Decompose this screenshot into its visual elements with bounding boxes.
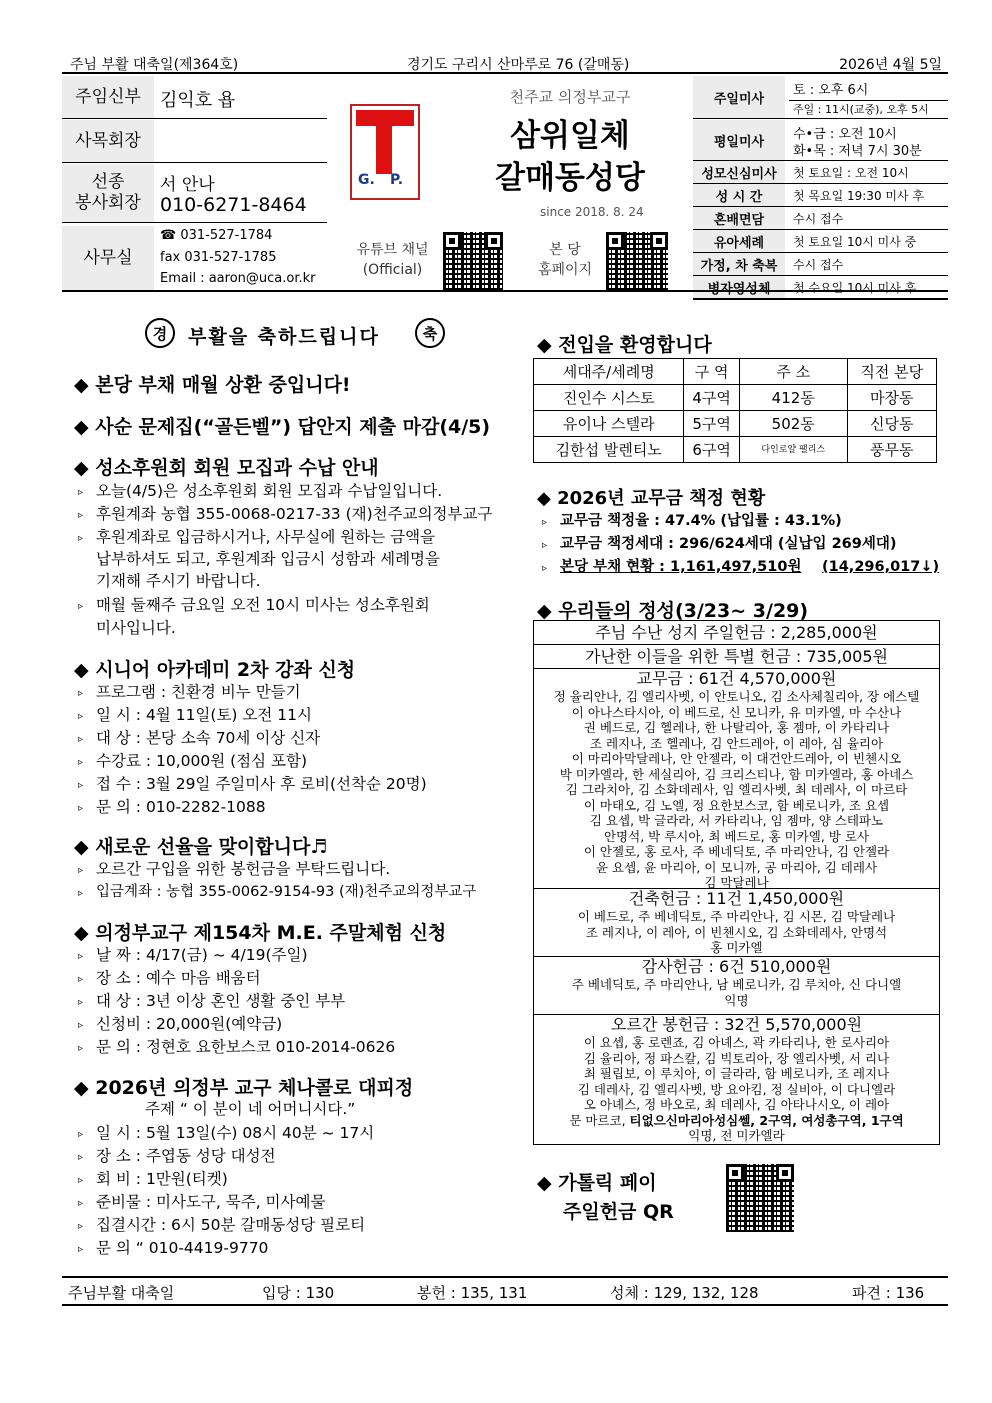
divider [62, 72, 948, 74]
retreat-line: ▹ 문 의 “ 010-4419-9770 [78, 1239, 269, 1257]
vocation-line: ▹ 후원계좌로 입금하시거나, 사무실에 원하는 금액을 [78, 528, 436, 546]
parish-name-1: 삼위일체 [510, 118, 630, 154]
offering-thanks: 감사헌금 : 6건 510,000원 주 베네딕토, 주 마리안나, 남 베로니카, 김 루치아, 신 다니엘 익명 [533, 957, 940, 1015]
offering-dues: 교무금 : 61건 4,570,000원 정 율리안나, 김 엘리사벳, 이 안토니오, 김 소사체칠리아, 장 에스텔 이 아나스타시아, 이 베드로, 신 모니카, 유 미카엘, 마 수산나 권 베드로, 김 헬레나, 한 나탈리아, 홍 젬마, 이 카타리나 조 레지나, 조 헬레나, 김 안드레아, 이 레아, 심 율리아 이 마리아막달레나, 안 안젤라, 이 대건안드레아, 이 빈첸시오 박 미카엘라, 한 세실리아, 김 크리스티나, 함 미카엘라, 홍 아네스 김 그라치아, 김 소화데레사, 임 엘리사벳, 최 데레사, 이 마르타 이 마태오, 김 노엘, 정 요한보스코, 함 베로니카, 조 요셉 김 요셉, 박 글라라, 서 카타리나, 임 젬마, 양 스테파노 안명석, 박 루시아, 최 베드로, 홍 미카엘, 방 로사 이 안젤로, 홍 로사, 주 베네딕토, 주 마리안나, 김 안젤라 윤 요셉, 윤 마리아, 이 모니까, 공 마리아, 김 데레사 김 막달레나 [533, 669, 940, 889]
office-tel: ☎ 031-527-1784 [160, 228, 273, 243]
council-label: 사목회장 [62, 120, 154, 162]
offering-organ: 오르간 봉헌금 : 32건 5,570,000원 이 요셉, 홍 로렌죠, 김 아녜스, 곽 카타리나, 한 로사리아 김 율리아, 정 파스칼, 김 빅토리아, 장 엘리사벳, 서 리나 최 필립보, 이 루치아, 이 글라라, 함 베로니카, 조 레지나 김 데레사, 김 엘리사벳, 방 요아킴, 정 실비아, 이 다니엘라 오 아녜스, 정 바오로, 최 데레사, 김 아타나시오, 이 레아 문 마르코, 티없으신마리아성심쎌, 2구역, 여성총구역, 1구역 익명, 전 미카엘라 [533, 1015, 940, 1145]
council-row [62, 120, 327, 163]
footer-recessional: 파견 : 136 [852, 1284, 925, 1302]
senior-line: ▹ 문 의 : 010-2282-1088 [78, 798, 266, 816]
table-row: 진인수 시스토 4구역 412동 마장동 [534, 385, 937, 411]
funeral-name: 서 안나 [160, 175, 215, 195]
catholicpay-heading: ◆ 가톨릭 페이 [537, 1172, 657, 1194]
vocation-line: ▹ 매월 둘째주 금요일 오전 10시 미사는 성소후원회 [78, 596, 430, 614]
diocese-name: 천주교 의정부교구 [509, 88, 631, 106]
top-bar [62, 52, 948, 72]
table-row: 유이나 스텔라 5구역 502동 신당동 [534, 411, 937, 437]
youtube-qr-icon[interactable] [443, 232, 503, 290]
schedule-blessing: 가정, 차 축복 수시 접수 [693, 253, 948, 276]
footer-offertory: 봉헌 : 135, 131 [417, 1284, 528, 1302]
logo-g: G. [358, 172, 375, 188]
footer-title: 주님부활 대축일 [68, 1284, 175, 1302]
vocation-line: 미사입니다. [96, 619, 176, 637]
logo-p: P. [390, 172, 404, 188]
offering-building: 건축헌금 : 11건 1,450,000원 이 베드로, 주 베네딕토, 주 마리안나, 김 시몬, 김 막달레나 조 레지나, 이 레아, 이 빈첸시오, 김 소화데레사, 안명석 홍 미카엘 [533, 889, 940, 957]
movein-table [533, 358, 937, 463]
homepage-qr-icon[interactable] [606, 232, 668, 290]
footer-entrance: 입당 : 130 [262, 1284, 335, 1302]
schedule-baptism: 유아세례 첫 토요일 10시 미사 중 [693, 230, 948, 253]
vocation-line: ▹ 후원계좌 농협 355-0068-0217-33 (재)천주교의정부교구 [78, 505, 493, 523]
vocation-line: 기재해 주시기 바랍니다. [96, 572, 261, 590]
office-row [62, 226, 327, 292]
debt-change: (14,296,017↓) [822, 559, 940, 575]
dues-heading: ◆ 2026년 교무금 책정 현황 [537, 488, 766, 509]
goldenbell-heading: ◆ 사순 문제집(“골든벨”) 답안지 제출 마감(4/5) [74, 416, 491, 438]
offering-palm: 주님 수난 성지 주일헌금 : 2,285,000원 [533, 620, 940, 645]
retreat-line: ▹ 준비물 : 미사도구, 묵주, 미사예물 [78, 1193, 326, 1211]
senior-line: ▹ 접 수 : 3월 29일 주일미사 후 로비(선착순 20명) [78, 775, 427, 793]
easter-badge-left: 경 [145, 318, 175, 348]
parish-logo [350, 104, 420, 200]
offerings-heading: ◆ 우리들의 정성(3/23~ 3/29) [537, 600, 809, 622]
logo-stem [376, 124, 392, 174]
organ-line: ▹ 오르간 구입을 위한 봉헌금을 부탁드립니다. [78, 860, 391, 878]
debt-status: ▹ 본당 부채 현황 : 1,161,497,510원 [542, 559, 802, 575]
movein-heading: ◆ 전입을 환영합니다 [537, 334, 712, 356]
retreat-line: ▹ 일 시 : 5월 13일(수) 08시 40분 ~ 17시 [78, 1124, 375, 1142]
debt-heading: ◆ 본당 부채 매월 상환 중입니다! [74, 374, 351, 396]
issue-date: 2026년 4월 5일 [839, 57, 942, 73]
homepage-label: 본 당 홈페이지 [537, 242, 593, 278]
funeral-label: 선종 봉사회장 [62, 164, 154, 222]
offering-poor: 가난한 이들을 위한 특별 헌금 : 735,005원 [533, 645, 940, 669]
dues-households: ▹ 교무금 책정세대 : 296/624세대 (실납입 269세대) [542, 536, 897, 552]
issue-label: 주님 부활 대축일(제364호) [70, 57, 239, 73]
me-line: ▹ 신청비 : 20,000원(예약금) [78, 1015, 283, 1033]
easter-greeting: 부활을 축하드립니다 [188, 326, 380, 348]
header-divider [62, 290, 948, 292]
me-line: ▹ 문 의 : 정현호 요한보스코 010-2014-0626 [78, 1038, 396, 1056]
funeral-row [62, 164, 327, 223]
retreat-line: ▹ 집결시간 : 6시 50분 갈매동성당 필로티 [78, 1216, 366, 1234]
vocation-heading: ◆ 성소후원회 회원 모집과 수납 안내 [74, 457, 379, 479]
senior-heading: ◆ 시니어 아카데미 2차 강좌 신청 [74, 659, 356, 681]
vocation-line: 납부하셔도 되고, 후원계좌 입금시 성함과 세례명을 [96, 550, 440, 568]
pastor-name: 김익호 욥 [160, 90, 236, 111]
pastor-label: 주임신부 [62, 76, 154, 118]
schedule-holy-hour: 성 시 간 첫 목요일 19:30 미사 후 [693, 184, 948, 207]
office-label: 사무실 [62, 226, 154, 290]
retreat-line: ▹ 회 비 : 1만원(티켓) [78, 1170, 228, 1188]
since-date: since 2018. 8. 24 [540, 205, 644, 219]
retreat-line: ▹ 장 소 : 주엽동 성당 대성전 [78, 1147, 276, 1165]
footer-stats [62, 1276, 948, 1306]
me-line: ▹ 날 짜 : 4/17(금) ~ 4/19(주일) [78, 946, 308, 964]
easter-badge-right: 축 [415, 318, 445, 348]
pastor-row [62, 76, 327, 119]
funeral-phone: 010-6271-8464 [160, 194, 307, 216]
dues-rate: ▹ 교무금 책정율 : 47.4% (납입률 : 43.1%) [542, 513, 842, 529]
senior-line: ▹ 수강료 : 10,000원 (점심 포함) [78, 752, 308, 770]
catholicpay-qr-icon[interactable] [726, 1164, 794, 1232]
me-heading: ◆ 의정부교구 제154차 M.E. 주말체험 신청 [74, 922, 447, 944]
schedule-wedding: 혼배면담 수시 접수 [693, 207, 948, 230]
address: 경기도 구리시 산마루로 76 (갈매동) [407, 57, 630, 73]
senior-line: ▹ 대 상 : 본당 소속 70세 이상 신자 [78, 729, 321, 747]
me-line: ▹ 장 소 : 예수 마음 배움터 [78, 969, 261, 987]
office-fax: fax 031-527-1785 [160, 250, 277, 265]
schedule-sunday: 주일미사 토 : 오후 6시 주일 : 11시(교중), 오후 5시 [693, 76, 948, 119]
footer-communion: 성체 : 129, 132, 128 [610, 1284, 759, 1302]
youtube-label: 유튜브 채널 (Official) [356, 242, 429, 278]
me-line: ▹ 대 상 : 3년 이상 혼인 생활 중인 부부 [78, 992, 346, 1010]
catholicpay-sub: 주일헌금 QR [563, 1201, 674, 1223]
schedule-marian: 성모신심미사 첫 토요일 : 오전 10시 [693, 161, 948, 184]
schedule-weekday: 평일미사 수•금 : 오전 10시 화•목 : 저녁 7시 30분 [693, 120, 948, 161]
senior-line: ▹ 프로그램 : 친환경 비누 만들기 [78, 683, 301, 701]
table-row: 세대주/세례명 구 역 주 소 직전 본당 [534, 359, 937, 385]
parish-name-2: 갈매동성당 [495, 160, 645, 196]
retreat-heading: ◆ 2026년 의정부 교구 체나콜로 대피정 [74, 1077, 414, 1099]
senior-line: ▹ 일 시 : 4월 11일(토) 오전 11시 [78, 706, 312, 724]
organ-heading: ◆ 새로운 선율을 맞이합니다♬ [74, 836, 328, 858]
table-row: 김한섭 발렌티노 6구역 다인로얄 팰리스 풍무동 [534, 437, 937, 463]
vocation-line: ▹ 오늘(4/5)은 성소후원회 회원 모집과 수납일입니다. [78, 482, 443, 500]
schedule-sick: 병자영성체 첫 수요일 10시 미사 후 [693, 276, 948, 300]
retreat-theme: 주제 “ 이 분이 네 어머니시다.” [145, 1100, 356, 1118]
organ-line: ▹ 입금계좌 : 농협 355-0062-9154-93 (재)천주교의정부교구 [78, 884, 477, 900]
office-email: Email : aaron@uca.or.kr [160, 271, 316, 286]
